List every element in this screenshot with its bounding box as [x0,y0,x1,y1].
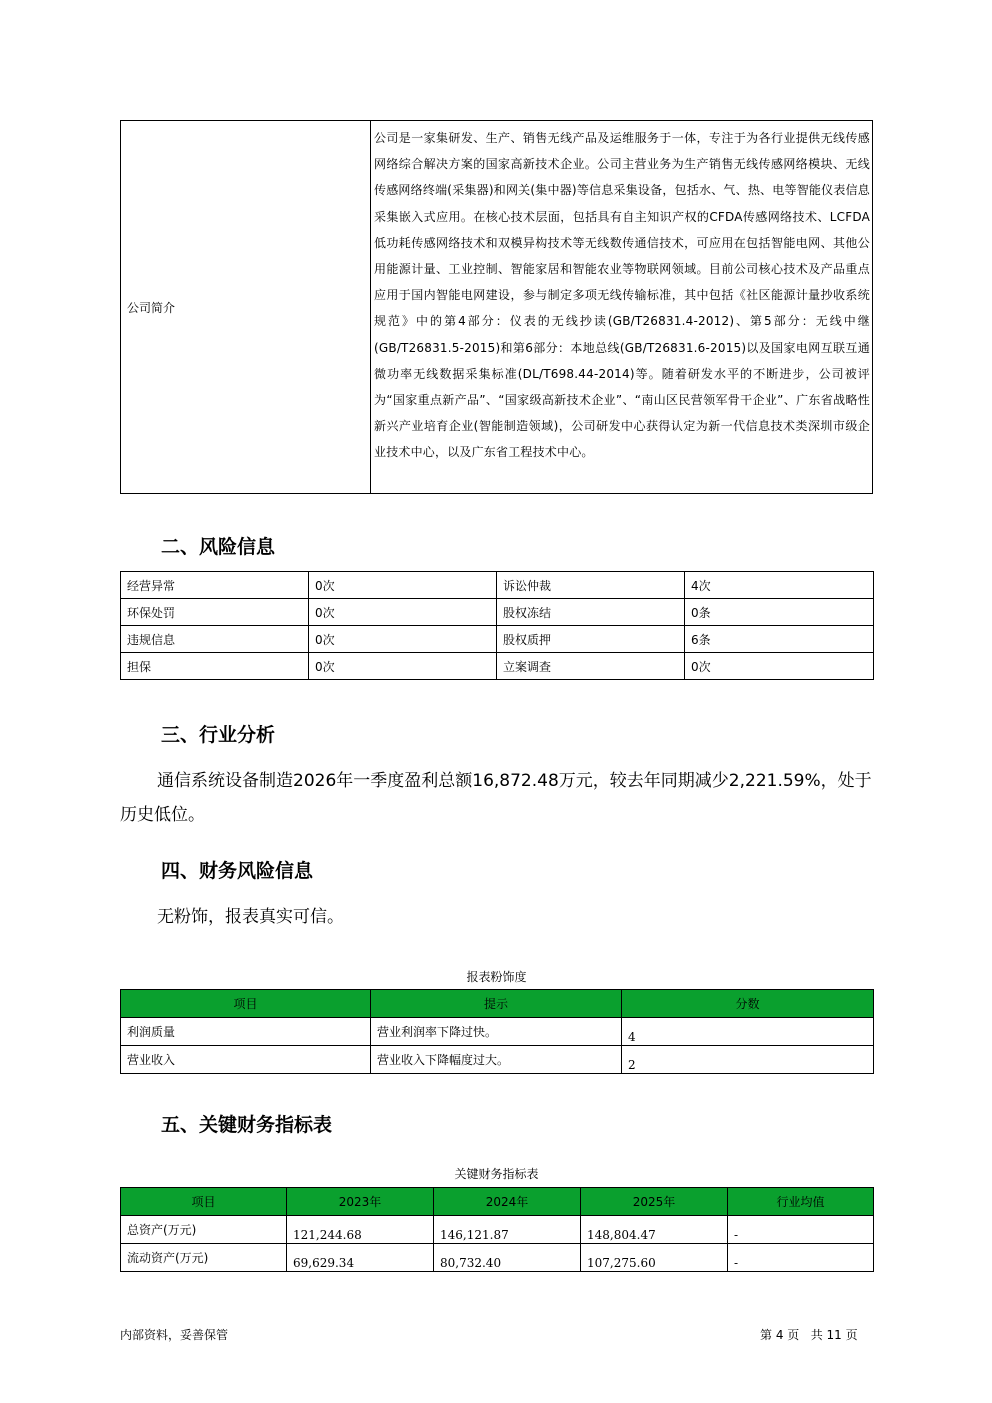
risk-key: 立案调查 [497,653,685,680]
risk-key: 经营异常 [121,572,309,599]
column-header: 项目 [121,990,371,1018]
risk-key: 违规信息 [121,626,309,653]
table-row [121,1244,874,1272]
column-header: 2023年 [287,1188,434,1216]
page-number: 第 4 页 共 11 页 [760,1328,858,1342]
table-row [121,1018,874,1046]
industry-avg-cell: - [728,1244,874,1272]
table-row [121,653,874,680]
industry-section-title: 三、行业分析 [161,724,276,746]
value-cell: 146,121.87 [434,1216,581,1244]
industry-analysis-text: 通信系统设备制造2026年一季度盈利总额16,872.48万元，较去年同期减少2,221.59%，处于历史低位。 [120,771,872,825]
company-intro-label: 公司简介 [121,121,371,494]
hint-cell: 营业收入下降幅度过大。 [371,1046,622,1074]
risk-value: 0次 [309,599,497,626]
risk-key: 担保 [121,653,309,680]
hint-cell: 营业利润率下降过快。 [371,1018,622,1046]
risk-table [120,571,874,680]
risk-value: 0次 [309,626,497,653]
risk-value: 0次 [309,653,497,680]
table-row [121,1046,874,1074]
item-cell: 利润质量 [121,1018,371,1046]
table-row [121,626,874,653]
value-cell: 107,275.60 [581,1244,728,1272]
risk-value: 0次 [685,653,874,680]
table-row [121,121,873,494]
risk-key: 股权冻结 [497,599,685,626]
item-cell: 流动资产(万元) [121,1244,287,1272]
table-row [121,599,874,626]
key-fin-section-title: 五、关键财务指标表 [161,1114,333,1136]
item-cell: 营业收入 [121,1046,371,1074]
risk-key: 诉讼仲裁 [497,572,685,599]
column-header: 提示 [371,990,622,1018]
risk-value: 4次 [685,572,874,599]
item-cell: 总资产(万元) [121,1216,287,1244]
industry-avg-cell: - [728,1216,874,1244]
table-row [121,1216,874,1244]
score-cell: 2 [622,1046,874,1074]
key-fin-table-caption: 关键财务指标表 [454,1167,539,1181]
key-fin-table [120,1187,874,1272]
cosmetic-table [120,989,874,1074]
column-header: 分数 [622,990,874,1018]
score-cell: 4 [622,1018,874,1046]
risk-section-title: 二、风险信息 [161,536,276,558]
fin-risk-section-title: 四、财务风险信息 [161,860,314,882]
risk-key: 环保处罚 [121,599,309,626]
risk-key: 股权质押 [497,626,685,653]
company-intro-text: 公司是一家集研发、生产、销售无线产品及运维服务于一体，专注于为各行业提供无线传感网络综合解决方案的国家高新技术企业。公司主营业务为生产销售无线传感网络模块、无线传感网络终端(采集器)和网关(集中器)等信息采集设备，包括水、气、热、电等智能仪表信息采集嵌入式应用。在核心技术层面，包括具有自主知识产权的CFDA传感网络技术、LCFDA低功耗传感网络技术和双模异构技术等无线数传通信技术，可应用在包括智能电网、其他公用能源计量、工业控制、智能家居和智能农业等物联网领域。目前公司核心技术及产品重点应用于国内智能电网建设，参与制定多项无线传输标准，其中包括《社区能源计量抄收系统规范》中的第4部分：仪表的无线抄读(GB/T26831.4-2012)、第5部分：无线中继(GB/T26831.5-2015)和第6部分：本地总线(GB/T26831.6-2015)以及国家电网互联互通微功率无线数据采集标准(DL/T698.44-2014)等。随着研发水平的不断进步，公司被评为“国家重点新产品”、“国家级高新技术企业”、“南山区民营领军骨干企业”、广东省战略性新兴产业培育企业(智能制造领域)，公司研发中心获得认定为新一代信息技术类深圳市级企业技术中心，以及广东省工程技术中心。 [371,121,873,494]
fin-risk-text: 无粉饰，报表真实可信。 [157,907,344,927]
company-intro-table [120,120,873,494]
risk-value: 6条 [685,626,874,653]
column-header: 2024年 [434,1188,581,1216]
table-header-row [121,990,874,1018]
table-row [121,572,874,599]
risk-value: 0条 [685,599,874,626]
column-header: 项目 [121,1188,287,1216]
value-cell: 121,244.68 [287,1216,434,1244]
cosmetic-table-caption: 报表粉饰度 [466,970,527,984]
column-header: 行业均值 [728,1188,874,1216]
value-cell: 80,732.40 [434,1244,581,1272]
risk-value: 0次 [309,572,497,599]
footer-confidential-note: 内部资料，妥善保管 [120,1328,229,1342]
column-header: 2025年 [581,1188,728,1216]
value-cell: 69,629.34 [287,1244,434,1272]
table-header-row [121,1188,874,1216]
value-cell: 148,804.47 [581,1216,728,1244]
